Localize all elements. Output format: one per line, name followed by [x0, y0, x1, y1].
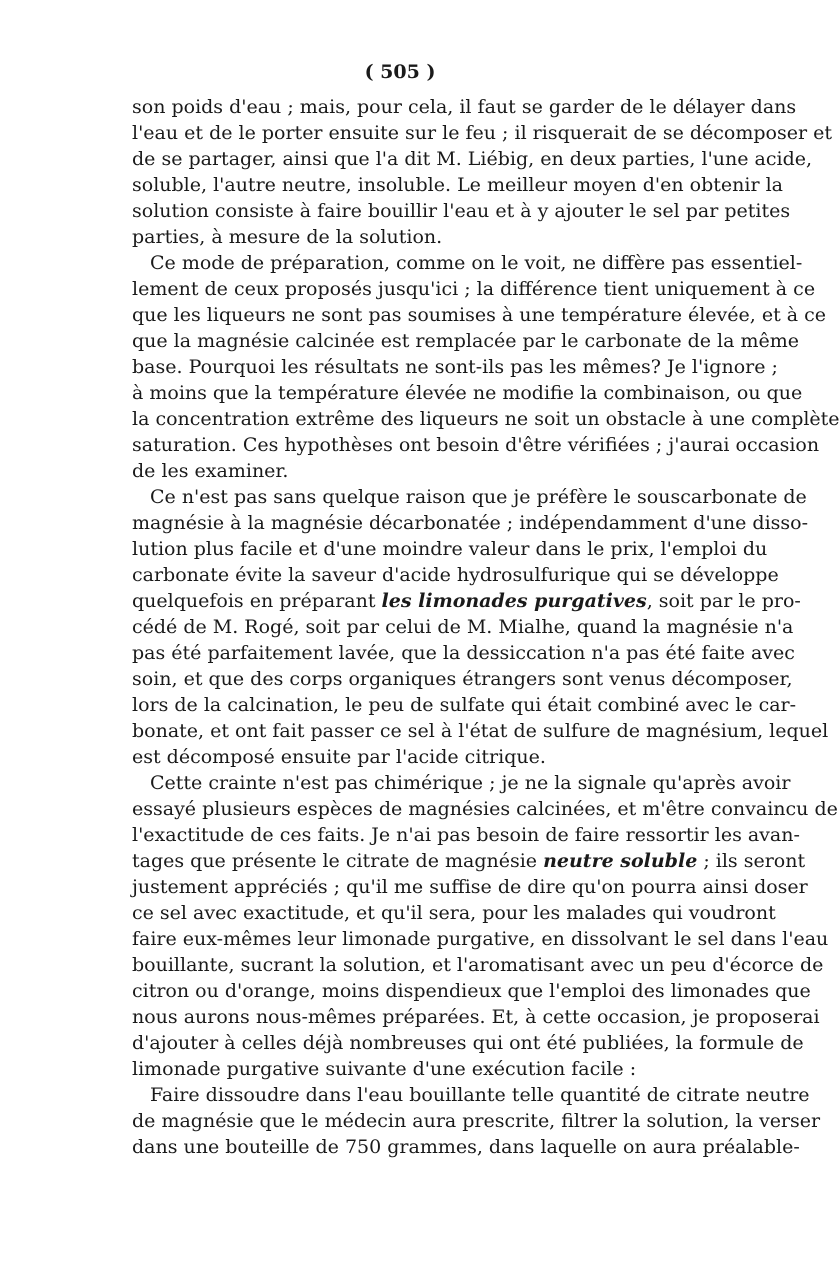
text-line: limonade purgative suivante d'une exécution facile :: [132, 1058, 637, 1080]
text-line: parties, à mesure de la solution.: [132, 226, 443, 248]
paragraph: [132, 484, 829, 770]
text-line: magnésie à la magnésie décarbonatée ; indépendamment d'une disso-: [132, 512, 809, 534]
text-line: l'eau et de le porter ensuite sur le feu ; il risquerait de se décomposer et: [132, 122, 832, 144]
text-line: bouillante, sucrant la solution, et l'aromatisant avec un peu d'écorce de: [132, 954, 824, 976]
text-line: nous aurons nous-mêmes préparées. Et, à cette occasion, je proposerai: [132, 1006, 820, 1028]
text-line: est décomposé ensuite par l'acide citrique.: [132, 746, 546, 768]
text-line: tages que présente le citrate de magnésie neutre soluble ; ils seront: [132, 850, 806, 872]
text-line: dans une bouteille de 750 grammes, dans laquelle on aura préalable-: [132, 1136, 800, 1158]
text-line: lution plus facile et d'une moindre valeur dans le prix, l'emploi du: [132, 538, 768, 560]
paragraph: [132, 250, 840, 484]
paragraph: [132, 94, 832, 250]
text-line: son poids d'eau ; mais, pour cela, il faut se garder de le délayer dans: [132, 96, 797, 118]
text-line: soluble, l'autre neutre, insoluble. Le meilleur moyen d'en obtenir la: [132, 174, 784, 196]
text-line: Ce mode de préparation, comme on le voit, ne diffère pas essentiel-: [150, 252, 803, 274]
text-line: solution consiste à faire bouillir l'eau et à y ajouter le sel par petites: [132, 200, 791, 222]
text-line: lors de la calcination, le peu de sulfate qui était combiné avec le car-: [132, 694, 797, 716]
text-line: faire eux-mêmes leur limonade purgative, en dissolvant le sel dans l'eau: [132, 928, 829, 950]
italic-phrase: neutre soluble: [543, 850, 698, 872]
text-line: l'exactitude de ces faits. Je n'ai pas besoin de faire ressortir les avan-: [132, 824, 800, 846]
text-line: lement de ceux proposés jusqu'ici ; la différence tient uniquement à ce: [132, 278, 816, 300]
text-line: que la magnésie calcinée est remplacée par le carbonate de la même: [132, 330, 800, 352]
paragraph: [132, 770, 838, 1082]
text-line: essayé plusieurs espèces de magnésies calcinées, et m'être convaincu de: [132, 798, 838, 820]
text-line: justement appréciés ; qu'il me suffise de dire qu'on pourra ainsi doser: [132, 876, 808, 898]
text-line: de magnésie que le médecin aura prescrite, filtrer la solution, la verser: [132, 1110, 821, 1132]
text-line: Ce n'est pas sans quelque raison que je préfère le souscarbonate de: [150, 486, 807, 508]
text-line: base. Pourquoi les résultats ne sont-ils pas les mêmes? Je l'ignore ;: [132, 356, 778, 378]
text-line: quelquefois en préparant les limonades purgatives, soit par le pro-: [132, 590, 801, 612]
text-line: Cette crainte n'est pas chimérique ; je ne la signale qu'après avoir: [150, 772, 791, 794]
italic-phrase: les limonades purgatives: [381, 590, 647, 612]
paragraph: [132, 1082, 821, 1160]
text-line: pas été parfaitement lavée, que la dessiccation n'a pas été faite avec: [132, 642, 795, 664]
text-line: que les liqueurs ne sont pas soumises à une température élevée, et à ce: [132, 304, 827, 326]
page-number: ( 505 ): [364, 61, 436, 83]
text-line: Faire dissoudre dans l'eau bouillante telle quantité de citrate neutre: [150, 1084, 810, 1106]
text-line: bonate, et ont fait passer ce sel à l'état de sulfure de magnésium, lequel: [132, 720, 829, 742]
text-line: la concentration extrême des liqueurs ne soit un obstacle à une complète: [132, 408, 840, 430]
text-line: de se partager, ainsi que l'a dit M. Liébig, en deux parties, l'une acide,: [132, 148, 813, 170]
text-line: carbonate évite la saveur d'acide hydrosulfurique qui se développe: [132, 564, 779, 586]
text-line: d'ajouter à celles déjà nombreuses qui ont été publiées, la formule de: [132, 1032, 804, 1054]
text-line: à moins que la température élevée ne modifie la combinaison, ou que: [132, 382, 803, 404]
text-line: saturation. Ces hypothèses ont besoin d'être vérifiées ; j'aurai occasion: [132, 434, 820, 456]
text-line: ce sel avec exactitude, et qu'il sera, pour les malades qui voudront: [132, 902, 776, 924]
body-text: [132, 94, 840, 1160]
text-line: citron ou d'orange, moins dispendieux que l'emploi des limonades que: [132, 980, 811, 1002]
text-line: soin, et que des corps organiques étrangers sont venus décomposer,: [132, 668, 793, 690]
text-line: de les examiner.: [132, 460, 289, 482]
text-line: cédé de M. Rogé, soit par celui de M. Mialhe, quand la magnésie n'a: [132, 616, 794, 638]
